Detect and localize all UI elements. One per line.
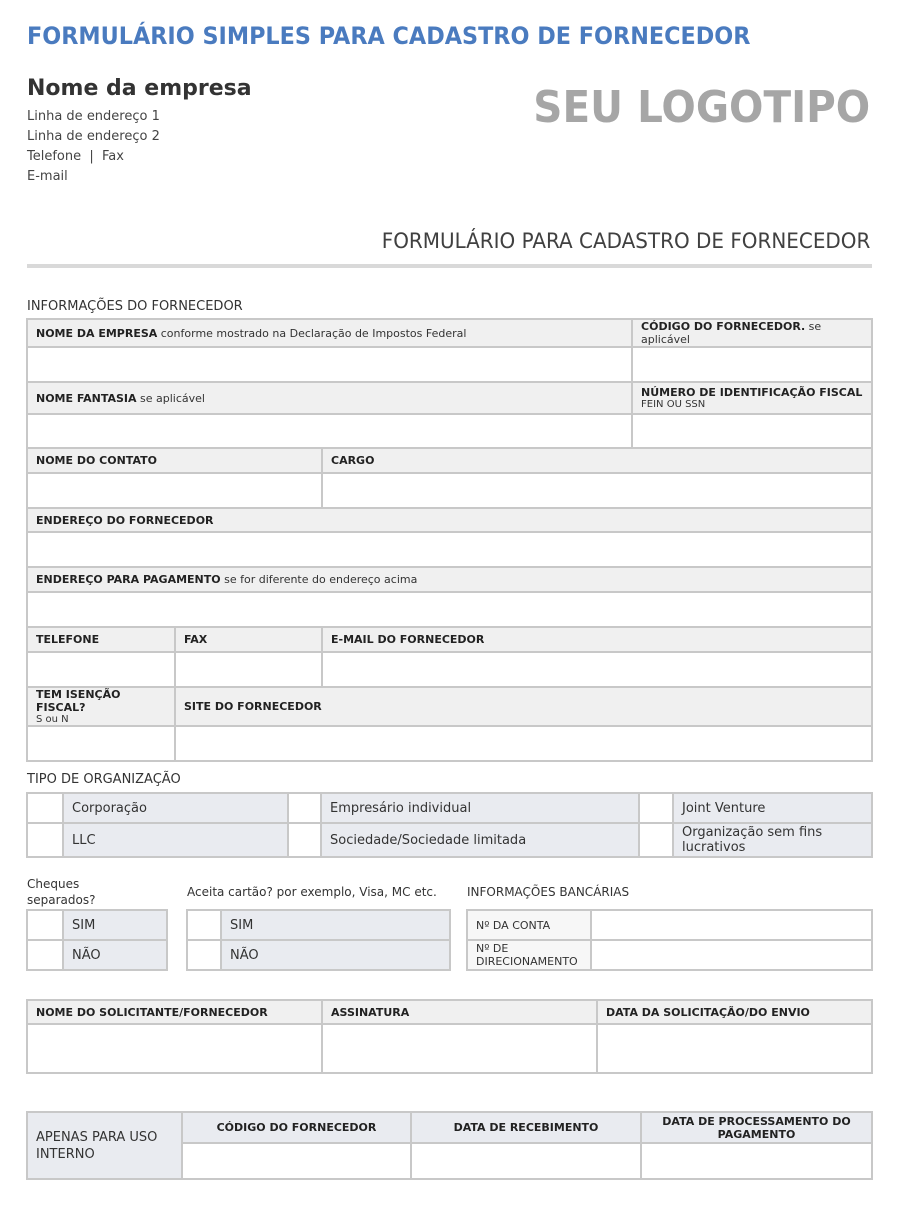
option-label: NÃO <box>63 940 167 970</box>
internal-use-table <box>26 1111 873 1180</box>
supplier-address-field[interactable] <box>27 532 872 567</box>
payment-date-label: DATA DE PROCESSAMENTO DO PAGAMENTO <box>641 1112 872 1143</box>
supplier-address-label: ENDEREÇO DO FORNECEDOR <box>27 508 872 532</box>
form-title: FORMULÁRIO SIMPLES PARA CADASTRO DE FORNECEDOR <box>27 22 751 50</box>
checkbox-corporation[interactable] <box>27 793 63 823</box>
option-label: Organização sem fins lucrativos <box>673 823 872 857</box>
fax-field[interactable] <box>175 652 322 687</box>
contact-name-field[interactable] <box>27 473 322 508</box>
option-label: SIM <box>63 910 167 940</box>
job-title-field[interactable] <box>322 473 872 508</box>
account-number-field[interactable] <box>591 910 872 940</box>
option-label: SIM <box>221 910 450 940</box>
signature-field[interactable] <box>322 1024 597 1073</box>
email: E-mail <box>27 169 68 184</box>
trade-name-label: NOME FANTASIA se aplicável <box>27 382 632 414</box>
tax-id-label: NÚMERO DE IDENTIFICAÇÃO FISCAL FEIN OU SSN <box>632 382 872 414</box>
email-field[interactable] <box>322 652 872 687</box>
website-label: SITE DO FORNECEDOR <box>175 687 872 726</box>
supplier-info-table <box>26 318 873 762</box>
checkbox-cards-no[interactable] <box>187 940 221 970</box>
payment-date-field[interactable] <box>641 1143 872 1179</box>
option-label: Joint Venture <box>673 793 872 823</box>
option-label: NÃO <box>221 940 450 970</box>
signature-table <box>26 999 873 1074</box>
phone-label: TELEFONE <box>27 627 175 652</box>
phone-fax: Telefone | Fax <box>27 149 124 164</box>
company-name: Nome da empresa <box>27 76 252 101</box>
separate-checks-table <box>26 909 168 971</box>
internal-supplier-code-field[interactable] <box>182 1143 411 1179</box>
received-date-label: DATA DE RECEBIMENTO <box>411 1112 641 1143</box>
option-label: Corporação <box>63 793 288 823</box>
bank-info-heading: INFORMAÇÕES BANCÁRIAS <box>467 885 630 899</box>
website-field[interactable] <box>175 726 872 761</box>
signature-label: ASSINATURA <box>322 1000 597 1024</box>
checkbox-sole-proprietor[interactable] <box>288 793 321 823</box>
requester-name-field[interactable] <box>27 1024 322 1073</box>
received-date-field[interactable] <box>411 1143 641 1179</box>
checkbox-nonprofit[interactable] <box>639 823 673 857</box>
account-number-label: Nº DA CONTA <box>467 910 591 940</box>
checkbox-checks-yes[interactable] <box>27 910 63 940</box>
option-label: Sociedade/Sociedade limitada <box>321 823 639 857</box>
tax-exempt-label: TEM ISENÇÃO FISCAL? S ou N <box>27 687 175 726</box>
checkbox-partnership[interactable] <box>288 823 321 857</box>
divider <box>27 264 872 268</box>
payment-address-field[interactable] <box>27 592 872 627</box>
contact-name-label: NOME DO CONTATO <box>27 448 322 473</box>
company-name-label: NOME DA EMPRESA conforme mostrado na Declaração de Impostos Federal <box>27 319 632 347</box>
logo-placeholder: SEU LOGOTIPO <box>533 82 870 133</box>
separate-checks-label: Cheques separados? <box>27 877 96 907</box>
form-subtitle: FORMULÁRIO PARA CADASTRO DE FORNECEDOR <box>381 229 870 253</box>
tax-id-field[interactable] <box>632 414 872 448</box>
request-date-label: DATA DA SOLICITAÇÃO/DO ENVIO <box>597 1000 872 1024</box>
checkbox-cards-yes[interactable] <box>187 910 221 940</box>
job-title-label: CARGO <box>322 448 872 473</box>
tax-exempt-field[interactable] <box>27 726 175 761</box>
checkbox-joint-venture[interactable] <box>639 793 673 823</box>
option-label: LLC <box>63 823 288 857</box>
trade-name-field[interactable] <box>27 414 632 448</box>
routing-number-label: Nº DE DIRECIONAMENTO <box>467 940 591 970</box>
address-line-2: Linha de endereço 2 <box>27 129 160 144</box>
organization-heading: TIPO DE ORGANIZAÇÃO <box>27 772 181 787</box>
address-line-1: Linha de endereço 1 <box>27 109 160 124</box>
phone-field[interactable] <box>27 652 175 687</box>
supplier-code-field[interactable] <box>632 347 872 382</box>
internal-use-label: APENAS PARA USO INTERNO <box>27 1112 182 1179</box>
option-label: Empresário individual <box>321 793 639 823</box>
payment-address-label: ENDEREÇO PARA PAGAMENTO se for diferente do endereço acima <box>27 567 872 592</box>
routing-number-field[interactable] <box>591 940 872 970</box>
email-label: E-MAIL DO FORNECEDOR <box>322 627 872 652</box>
fax-label: FAX <box>175 627 322 652</box>
bank-info-table <box>466 909 873 971</box>
accepts-cards-table <box>186 909 451 971</box>
company-name-field[interactable] <box>27 347 632 382</box>
supplier-code-label: CÓDIGO DO FORNECEDOR. se aplicável <box>632 319 872 347</box>
accepts-cards-label: Aceita cartão? por exemplo, Visa, MC etc. <box>187 885 437 899</box>
requester-name-label: NOME DO SOLICITANTE/FORNECEDOR <box>27 1000 322 1024</box>
organization-table <box>26 792 873 858</box>
checkbox-llc[interactable] <box>27 823 63 857</box>
request-date-field[interactable] <box>597 1024 872 1073</box>
checkbox-checks-no[interactable] <box>27 940 63 970</box>
internal-supplier-code-label: CÓDIGO DO FORNECEDOR <box>182 1112 411 1143</box>
supplier-info-heading: INFORMAÇÕES DO FORNECEDOR <box>27 299 243 314</box>
